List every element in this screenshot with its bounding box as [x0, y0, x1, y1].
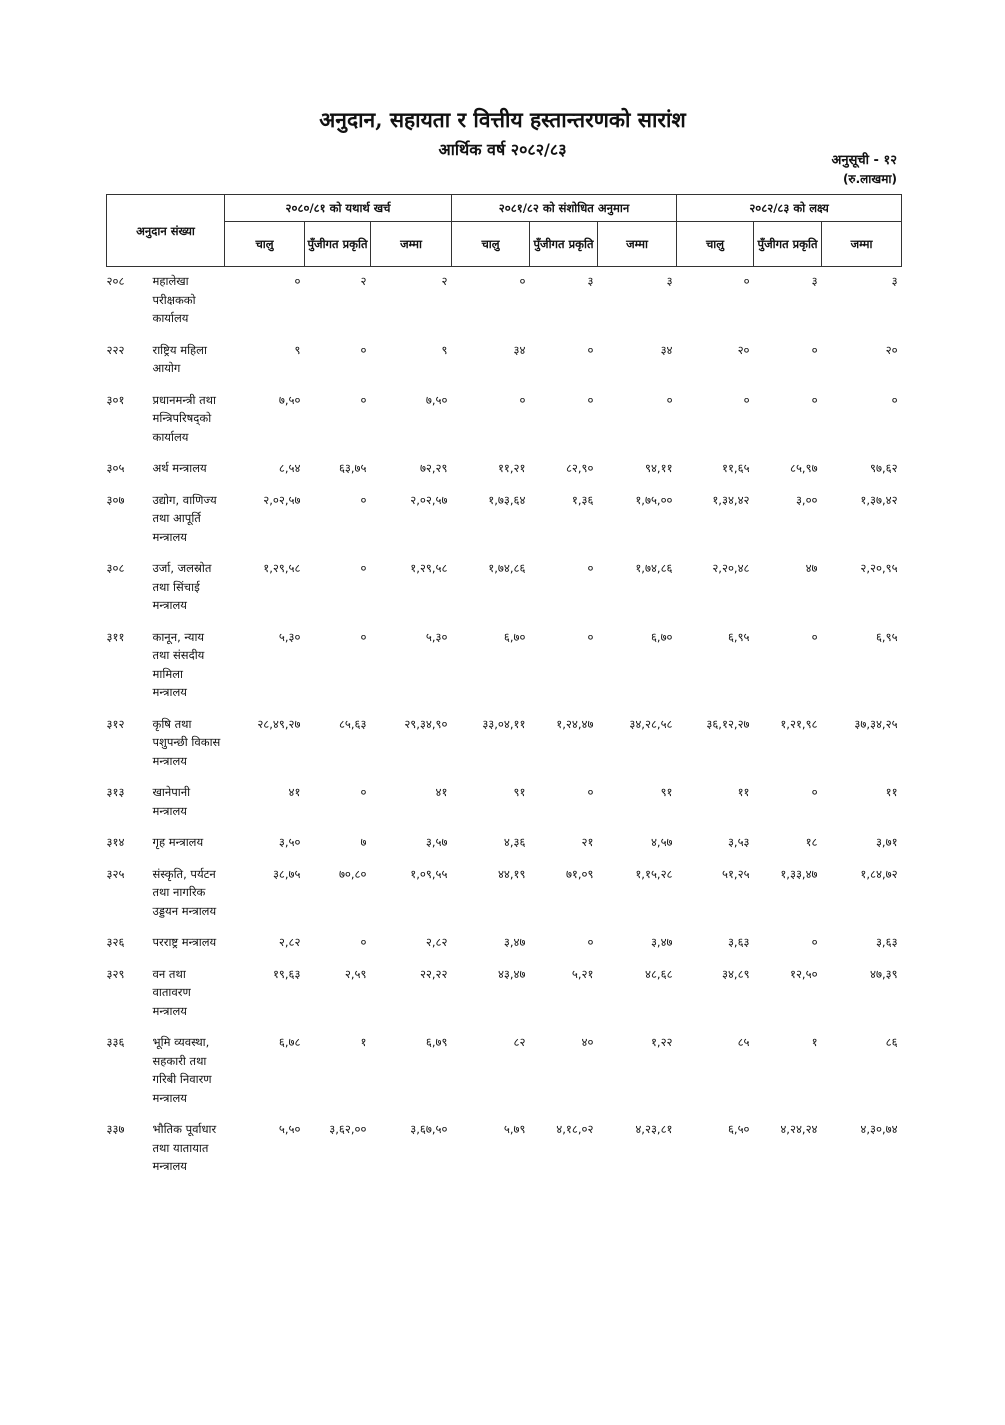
value-cell: ३,६२,०० — [329, 1122, 367, 1136]
value-cell: ३,६३ — [727, 935, 750, 949]
agency-name: राष्ट्रिय महिला आयोग — [152, 342, 207, 375]
value-cell: ११,२१ — [497, 461, 526, 475]
value-cell: २८,४९,२७ — [257, 716, 301, 731]
value-cell: २,०२,५७ — [263, 492, 301, 507]
value-cell: ३,४७ — [650, 935, 673, 949]
value-cell: १ — [360, 1035, 367, 1049]
value-cell: ० — [519, 392, 526, 407]
subheader-capital: पुँजीगत प्रकृति — [530, 222, 598, 267]
grant-code: ३०१ — [106, 392, 125, 407]
agency-name: कृषि तथा पशुपन्छी विकास मन्त्रालय — [152, 716, 221, 768]
value-cell: ९१ — [513, 785, 526, 799]
value-cell: ३,५७ — [425, 835, 448, 849]
value-cell: ३,०० — [795, 492, 818, 507]
grant-code: ३२९ — [106, 966, 125, 981]
value-cell: ८२ — [513, 1035, 526, 1049]
agency-name: भौतिक पूर्वाधार तथा यातायात मन्त्रालय — [152, 1122, 217, 1173]
agency-name: संस्कृति, पर्यटन तथा नागरिक उड्डयन मन्त्रालय — [152, 866, 217, 918]
fiscal-year-subtitle: आर्थिक वर्ष २०८२/८३ — [438, 140, 567, 159]
value-cell: ३३,०४,११ — [482, 716, 526, 731]
value-cell: ५,३० — [425, 629, 448, 644]
agency-name: वन तथा वातावरण मन्त्रालय — [152, 966, 191, 1018]
value-cell: ५,७९ — [503, 1122, 526, 1136]
value-cell: १,७४,८६ — [488, 561, 526, 575]
table-row — [107, 553, 902, 622]
table-row — [107, 1027, 902, 1114]
value-cell: २,०२,५७ — [410, 492, 448, 507]
value-cell: ० — [360, 342, 367, 357]
subheader-current: चालु — [452, 222, 530, 267]
value-cell: ० — [587, 935, 594, 949]
value-cell: ५,३० — [278, 629, 301, 644]
value-cell: १,०९,५५ — [410, 866, 448, 881]
value-cell: १,३३,४७ — [780, 866, 818, 881]
value-cell: ९७,६२ — [869, 461, 898, 475]
value-cell: ८५ — [737, 1035, 750, 1049]
grant-code: ३११ — [106, 629, 125, 644]
value-cell: ९ — [441, 342, 448, 357]
grant-code: ३३६ — [106, 1035, 125, 1049]
value-cell: ३,५० — [278, 835, 301, 849]
annex-label: अनुसूची - १२ — [831, 153, 897, 168]
value-cell: १,७३,६४ — [488, 492, 526, 507]
table-row — [107, 777, 902, 827]
group-header-actual: २०८०/८१ को यथार्थ खर्च — [225, 195, 452, 222]
table-row — [107, 959, 902, 1028]
value-cell: ० — [587, 392, 594, 407]
grant-code: २०८ — [106, 274, 125, 288]
value-cell: ० — [743, 274, 750, 288]
value-cell: २२,२२ — [419, 966, 448, 981]
value-cell: २,२०,४८ — [712, 561, 750, 575]
unit-label: (रु.लाखमा) — [842, 172, 897, 186]
value-cell: ० — [587, 785, 594, 799]
table-row — [107, 709, 902, 778]
value-cell: ९४,११ — [644, 461, 673, 475]
value-cell: २ — [441, 274, 448, 288]
value-cell: ० — [360, 935, 367, 949]
value-cell: १९,६३ — [272, 966, 301, 981]
value-cell: ० — [294, 274, 301, 288]
value-cell: ३४,८९ — [721, 966, 750, 981]
group-header-target: २०८२/८३ को लक्ष्य — [677, 195, 902, 222]
value-cell: ३८,७५ — [272, 866, 301, 881]
value-cell: ० — [811, 785, 818, 799]
value-cell: ६३,७५ — [338, 461, 367, 475]
value-cell: ९ — [294, 342, 301, 357]
value-cell: ४,१८,०२ — [556, 1122, 594, 1136]
grant-code: ३१३ — [106, 785, 125, 799]
value-cell: १,२१,९८ — [780, 716, 818, 731]
value-cell: ० — [519, 274, 526, 288]
value-cell: १,८४,७२ — [860, 866, 898, 881]
value-cell: ० — [360, 629, 367, 644]
value-cell: १,७५,०० — [635, 492, 673, 507]
value-cell: ५,२१ — [571, 966, 594, 981]
value-cell: १,२९,५८ — [410, 561, 448, 575]
table-row — [107, 385, 902, 454]
value-cell: ० — [811, 935, 818, 949]
value-cell: ३७,३४,२५ — [854, 716, 898, 731]
grant-code: ३१४ — [106, 835, 125, 849]
table-row — [107, 485, 902, 554]
value-cell: ० — [587, 561, 594, 575]
value-cell: ६,५० — [727, 1122, 750, 1136]
subheader-total: जम्मा — [598, 222, 677, 267]
value-cell: १,३४,४२ — [712, 492, 750, 507]
value-cell: १,२२ — [650, 1035, 673, 1049]
value-cell: १ — [811, 1035, 818, 1049]
value-cell: ० — [360, 492, 367, 507]
value-cell: १,२९,५८ — [263, 561, 301, 575]
value-cell: १२,५० — [789, 966, 818, 981]
value-cell: २,८२ — [425, 935, 448, 949]
value-cell: ० — [811, 392, 818, 407]
agency-name: परराष्ट्र मन्त्रालय — [152, 935, 217, 949]
value-cell: ० — [360, 392, 367, 407]
value-cell: २,२०,९५ — [860, 561, 898, 575]
grant-code: ३०७ — [106, 492, 125, 507]
value-cell: ४,२४,२४ — [780, 1122, 818, 1136]
value-cell: ७,५० — [425, 392, 448, 407]
value-cell: ३,४७ — [503, 935, 526, 949]
value-cell: ५,५० — [278, 1122, 301, 1136]
agency-name: गृह मन्त्रालय — [152, 835, 204, 849]
grant-code: ३०५ — [106, 461, 125, 475]
grant-code: ३२५ — [106, 866, 125, 881]
value-cell: ५१,२५ — [721, 866, 750, 881]
value-cell: ३,७१ — [875, 835, 898, 849]
value-cell: ४८,६८ — [644, 966, 673, 981]
value-cell: ० — [587, 629, 594, 644]
value-cell: १,३७,४२ — [860, 492, 898, 507]
value-cell: ६,९५ — [875, 629, 898, 644]
table-row — [107, 827, 902, 859]
value-cell: २० — [885, 342, 898, 357]
value-cell: ३ — [891, 274, 898, 288]
value-cell: ७१,०९ — [565, 866, 594, 881]
value-cell: ३४ — [660, 342, 673, 357]
value-cell: १८ — [805, 835, 818, 849]
value-cell: २,८२ — [278, 935, 301, 949]
value-cell: ० — [360, 561, 367, 575]
value-cell: २,५९ — [344, 966, 367, 981]
value-cell: ६,७० — [503, 629, 526, 644]
value-cell: ८६ — [885, 1035, 898, 1049]
value-cell: ३ — [666, 274, 673, 288]
agency-column-header: अनुदान संख्या — [107, 195, 225, 267]
value-cell: ४४,१९ — [497, 866, 526, 881]
value-cell: ११ — [885, 785, 898, 799]
value-cell: ८५,९७ — [789, 461, 818, 475]
value-cell: ६,७० — [650, 629, 673, 644]
value-cell: ८२,९० — [565, 461, 594, 475]
value-cell: ८,५४ — [278, 461, 301, 475]
value-cell: ७२,२९ — [419, 461, 448, 475]
value-cell: ० — [666, 392, 673, 407]
value-cell: ३४ — [513, 342, 526, 357]
agency-name: प्रधानमन्त्री तथा मन्त्रिपरिषद्को कार्यालय — [152, 392, 216, 444]
value-cell: ४३,४७ — [497, 966, 526, 981]
value-cell: ६,७८ — [278, 1035, 301, 1049]
value-cell: ४७ — [805, 561, 818, 575]
value-cell: २० — [737, 342, 750, 357]
grant-code: २२२ — [106, 342, 125, 357]
value-cell: ० — [743, 392, 750, 407]
value-cell: ४,३०,७४ — [860, 1122, 898, 1136]
subheader-capital: पुँजीगत प्रकृति — [305, 222, 371, 267]
value-cell: ३,६७,५० — [410, 1122, 448, 1136]
value-cell: ३,६३ — [875, 935, 898, 949]
value-cell: ७ — [360, 835, 367, 849]
value-cell: ० — [811, 629, 818, 644]
value-cell: ४१ — [435, 785, 448, 799]
value-cell: ४१ — [288, 785, 301, 799]
grant-code: ३३७ — [106, 1122, 125, 1136]
value-cell: ३ — [587, 274, 594, 288]
value-cell: २९,३४,९० — [404, 716, 448, 731]
value-cell: ३४,२८,५८ — [629, 716, 673, 731]
value-cell: ० — [587, 342, 594, 357]
group-header-revised: २०८१/८२ को संशोधित अनुमान — [452, 195, 677, 222]
agency-name: कानून, न्याय तथा संसदीय मामिला मन्त्रालय — [152, 629, 205, 699]
value-cell: ३,५३ — [727, 835, 750, 849]
value-cell: १,१५,२८ — [635, 866, 673, 881]
subheader-total: जम्मा — [822, 222, 902, 267]
agency-name: उद्योग, वाणिज्य तथा आपूर्ति मन्त्रालय — [152, 492, 217, 544]
value-cell: ६,९५ — [727, 629, 750, 644]
value-cell: १,३६ — [571, 492, 594, 507]
value-cell: ४० — [581, 1035, 594, 1049]
subheader-current: चालु — [225, 222, 305, 267]
agency-name: महालेखा परीक्षकको कार्यालय — [152, 274, 196, 325]
grant-code: ३०८ — [106, 561, 125, 575]
value-cell: ३६,१२,२७ — [706, 716, 750, 731]
value-cell: ९१ — [660, 785, 673, 799]
page-title: अनुदान, सहायता र वित्तीय हस्तान्तरणको सारांश — [319, 107, 686, 132]
value-cell: २ — [360, 274, 367, 288]
table-body — [107, 267, 902, 1183]
agency-name: खानेपानी मन्त्रालय — [152, 785, 191, 818]
grant-code: ३२६ — [106, 935, 125, 949]
value-cell: ४,३६ — [503, 835, 526, 849]
value-cell: १,७४,८६ — [635, 561, 673, 575]
value-cell: ० — [891, 392, 898, 407]
table-row — [107, 859, 902, 928]
grant-code: ३१२ — [106, 716, 125, 731]
table-row — [107, 267, 902, 335]
value-cell: १,२४,४७ — [556, 716, 594, 731]
value-cell: ७०,८० — [338, 866, 367, 881]
table-row — [107, 1114, 902, 1183]
grant-summary-table — [106, 194, 902, 1183]
agency-name: अर्थ मन्त्रालय — [152, 461, 207, 475]
value-cell: ११,६५ — [721, 461, 750, 475]
value-cell: ० — [360, 785, 367, 799]
value-cell: ४,२३,८१ — [635, 1122, 673, 1136]
table-row — [107, 927, 902, 959]
value-cell: ६,७९ — [425, 1035, 448, 1049]
value-cell: ४,५७ — [650, 835, 673, 849]
agency-name: भूमि व्यवस्था, सहकारी तथा गरिबी निवारण मन्त्रालय — [152, 1035, 212, 1105]
table-row — [107, 335, 902, 385]
subheader-capital: पुँजीगत प्रकृति — [754, 222, 822, 267]
value-cell: ३ — [811, 274, 818, 288]
subheader-total: जम्मा — [371, 222, 452, 267]
value-cell: ८५,६३ — [338, 716, 367, 731]
value-cell: ११ — [737, 785, 750, 799]
value-cell: ० — [811, 342, 818, 357]
table-row — [107, 622, 902, 709]
value-cell: ७,५० — [278, 392, 301, 407]
value-cell: ४७,३९ — [869, 966, 898, 981]
value-cell: २१ — [581, 835, 594, 849]
agency-name: उर्जा, जलस्रोत तथा सिंचाई मन्त्रालय — [152, 561, 212, 612]
table-row — [107, 453, 902, 485]
subheader-current: चालु — [677, 222, 754, 267]
